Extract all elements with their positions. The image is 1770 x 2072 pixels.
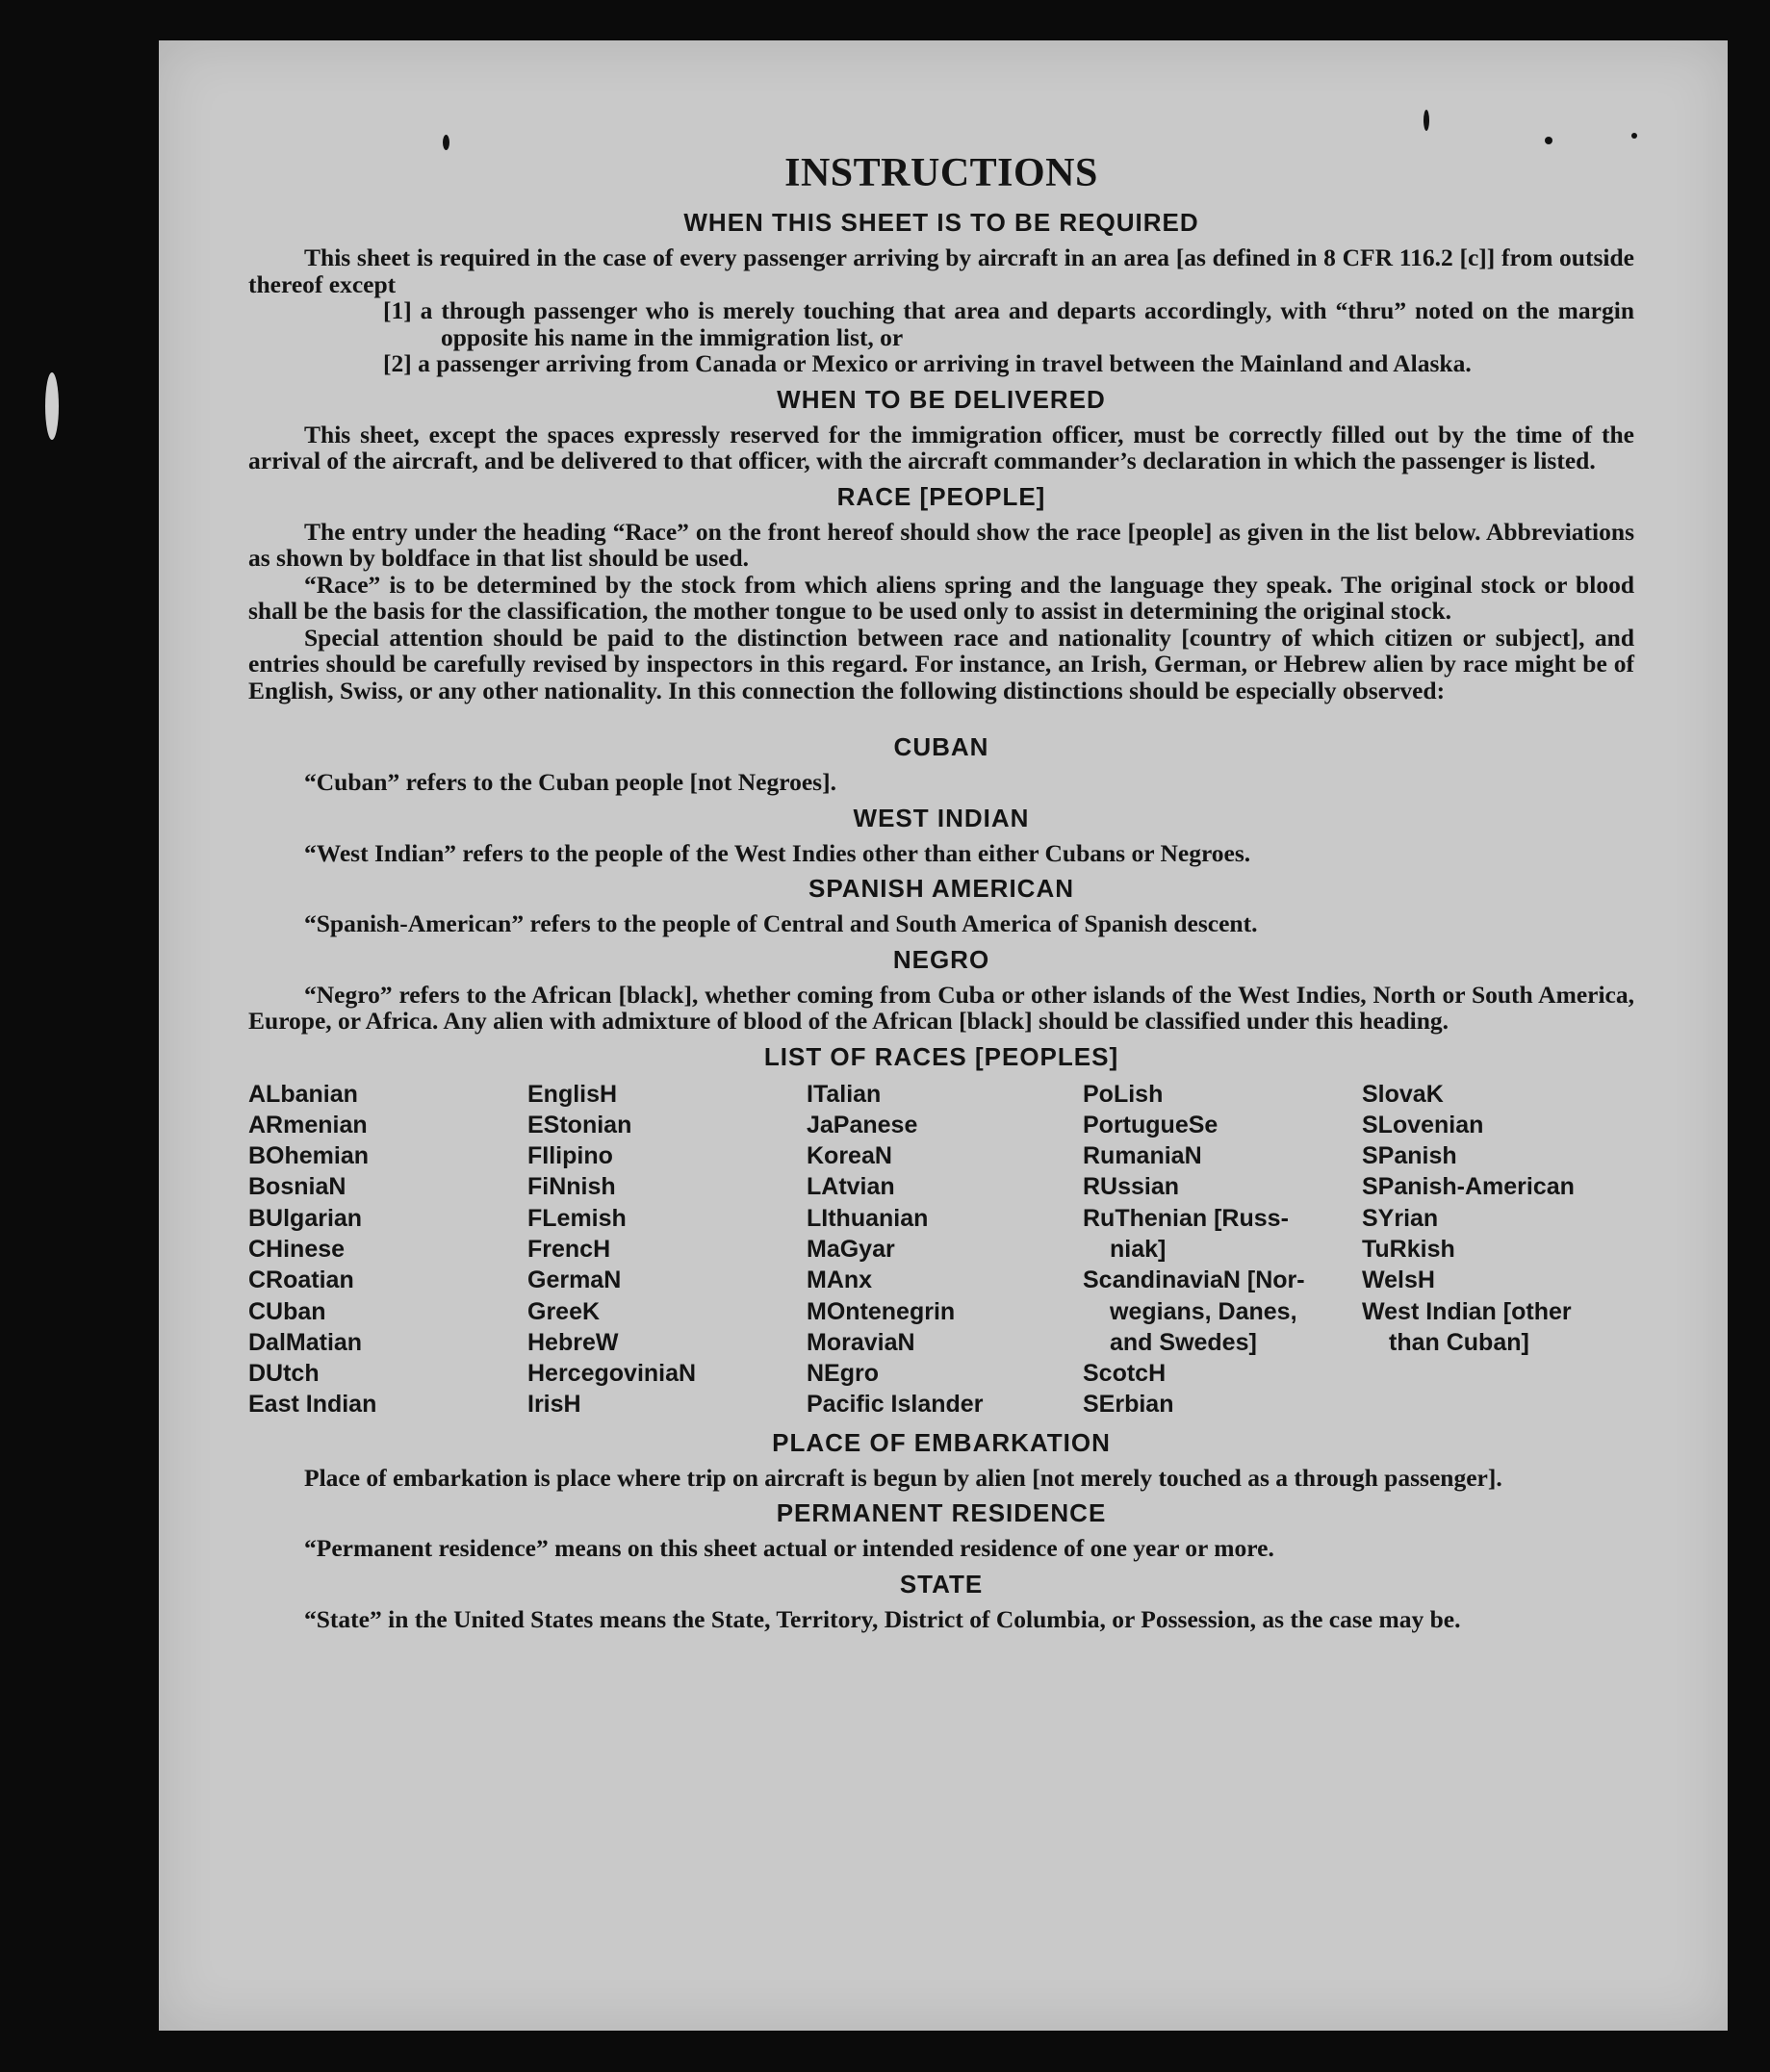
races-column-4	[1083, 1079, 1362, 1420]
heading-embarkation: PLACE OF EMBARKATION	[772, 1427, 1111, 1457]
race-item: MAnx	[807, 1266, 873, 1294]
race-item: BUlgarian	[248, 1204, 363, 1232]
race-item: EStonian	[527, 1111, 632, 1138]
residence-text: “Permanent residence” means on this sheet actual or intended residence of one year or more.	[304, 1534, 1274, 1563]
heading-negro: NEGRO	[892, 944, 990, 974]
race-item-continued: wegians, Danes,	[1110, 1297, 1297, 1325]
race-item: East Indian	[248, 1391, 377, 1419]
race-item: GermaN	[527, 1266, 622, 1294]
races-column-2	[527, 1079, 807, 1420]
race-item: DUtch	[248, 1360, 320, 1388]
race-item: SlovaK	[1362, 1080, 1444, 1108]
race-item: ALbanian	[248, 1080, 358, 1108]
spanish-american-text: “Spanish-American” refers to the people of Central and South America of Spanish descent.	[304, 909, 1258, 937]
race-paragraph-1: The entry under the heading “Race” on the front hereof should show the race [people] as given in the list below. Abbreviations as shown by boldface in that list should be used.	[248, 517, 1634, 572]
negro-text: “Negro” refers to the African [black], whether coming from Cuba or other islands of the West Indies, North or South America, Europe, or Africa. Any alien with admixture of blood of the African [black] should be classified under this heading.	[248, 980, 1634, 1035]
race-item: SPanish	[1362, 1142, 1457, 1170]
race-paragraph-3: Special attention should be paid to the distinction between race and nationality [country of which citizen or subject], and entries should be carefully revised by inspectors in this regard. For instance, an Irish, German, or Hebrew alien by race might be of English, Swiss, or any other nationality. In this connection the following distinctions should be especially observed:	[248, 623, 1634, 704]
paper-scrap	[45, 372, 59, 440]
races-list	[248, 1079, 1634, 1420]
race-item: CUban	[248, 1297, 326, 1325]
race-item: LAtvian	[807, 1173, 895, 1201]
heading-west-indian: WEST INDIAN	[853, 803, 1030, 832]
race-item: TuRkish	[1362, 1235, 1455, 1263]
race-item: DalMatian	[248, 1328, 363, 1356]
race-item: MaGyar	[807, 1235, 895, 1263]
cuban-text: “Cuban” refers to the Cuban people [not Negroes].	[304, 768, 836, 796]
race-item: BosniaN	[248, 1173, 346, 1201]
race-item: JaPanese	[807, 1111, 918, 1138]
race-item: SErbian	[1083, 1391, 1174, 1419]
race-item: SLovenian	[1362, 1111, 1484, 1138]
when-required-intro: This sheet is required in the case of every passenger arriving by aircraft in an area [as defined in 8 CFR 116.2 [c]] from outside thereof except	[248, 243, 1634, 298]
race-item: HercegoviniaN	[527, 1360, 697, 1388]
ink-mark	[1631, 133, 1637, 139]
heading-list-of-races: LIST OF RACES [PEOPLES]	[763, 1041, 1119, 1071]
races-column-5	[1362, 1079, 1634, 1420]
document-sheet	[159, 40, 1728, 2031]
race-item-continued: and Swedes]	[1110, 1328, 1257, 1356]
race-item: WelsH	[1362, 1266, 1435, 1294]
race-item: GreeK	[527, 1297, 601, 1325]
page-title: INSTRUCTIONS	[784, 151, 1098, 195]
race-item: PortugueSe	[1083, 1111, 1218, 1138]
race-item: PoLish	[1083, 1080, 1164, 1108]
race-item: NEgro	[807, 1360, 879, 1388]
race-item: BOhemian	[248, 1142, 370, 1170]
race-item: West Indian [other	[1362, 1297, 1572, 1325]
race-item: IrisH	[527, 1391, 581, 1419]
race-item: HebreW	[527, 1328, 619, 1356]
race-item: FIlipino	[527, 1142, 613, 1170]
race-item: MoraviaN	[807, 1328, 915, 1356]
race-item: RUssian	[1083, 1173, 1180, 1201]
race-item: RumaniaN	[1083, 1142, 1202, 1170]
race-item: CHinese	[248, 1235, 346, 1263]
race-item: LIthuanian	[807, 1204, 929, 1232]
race-item: ARmenian	[248, 1111, 368, 1138]
exception-item-1: [1] a through passenger who is merely touching that area and departs accordingly, with “thru” noted on the margin opposite his name in the immigration list, or	[383, 296, 1634, 351]
race-item: ITalian	[807, 1080, 882, 1108]
race-item: EnglisH	[527, 1080, 618, 1108]
ink-mark	[1545, 137, 1552, 144]
heading-when-required: WHEN THIS SHEET IS TO BE REQUIRED	[683, 208, 1199, 237]
race-item: ScotcH	[1083, 1360, 1167, 1388]
race-item: ScandinaviaN [Nor-	[1083, 1266, 1305, 1294]
races-column-1	[248, 1079, 527, 1420]
race-item-continued: than Cuban]	[1389, 1328, 1529, 1356]
embarkation-text: Place of embarkation is place where trip on aircraft is begun by alien [not merely touched as a through passenger].	[304, 1463, 1502, 1492]
race-item: Pacific Islander	[807, 1391, 984, 1419]
when-delivered-text: This sheet, except the spaces expressly reserved for the immigration officer, must be correctly filled out by the time of the arrival of the aircraft, and be delivered to that officer, with the aircraft commander’s declaration in which the passenger is listed.	[248, 420, 1634, 474]
race-item: RuThenian [Russ-	[1083, 1204, 1289, 1232]
heading-cuban: CUBAN	[893, 732, 989, 761]
race-item: SYrian	[1362, 1204, 1439, 1232]
heading-when-delivered: WHEN TO BE DELIVERED	[777, 384, 1106, 414]
race-item: CRoatian	[248, 1266, 354, 1294]
heading-state: STATE	[899, 1569, 984, 1599]
west-indian-text: “West Indian” refers to the people of the West Indies other than either Cubans or Negroes.	[304, 838, 1251, 867]
race-item: MOntenegrin	[807, 1297, 956, 1325]
heading-permanent-residence: PERMANENT RESIDENCE	[776, 1498, 1107, 1528]
race-item: FrencH	[527, 1235, 611, 1263]
heading-spanish-american: SPANISH AMERICAN	[808, 874, 1074, 903]
ink-mark	[1424, 110, 1429, 131]
race-item-continued: niak]	[1110, 1235, 1167, 1263]
state-text: “State” in the United States means the State, Territory, District of Columbia, or Possession, as the case may be.	[304, 1604, 1461, 1633]
race-item: FiNnish	[527, 1173, 616, 1201]
races-column-3	[807, 1079, 1083, 1420]
exception-item-2: [2] a passenger arriving from Canada or Mexico or arriving in travel between the Mainland and Alaska.	[383, 349, 1472, 377]
race-item: SPanish-American	[1362, 1173, 1575, 1201]
race-item: KoreaN	[807, 1142, 892, 1170]
heading-race: RACE [PEOPLE]	[836, 481, 1046, 511]
instructions-content	[248, 146, 1634, 1632]
race-paragraph-2: “Race” is to be determined by the stock from which aliens spring and the language they speak. The original stock or blood shall be the basis for the classification, the mother tongue to be used only to assist in determining the original stock.	[248, 570, 1634, 625]
race-item: FLemish	[527, 1204, 627, 1232]
